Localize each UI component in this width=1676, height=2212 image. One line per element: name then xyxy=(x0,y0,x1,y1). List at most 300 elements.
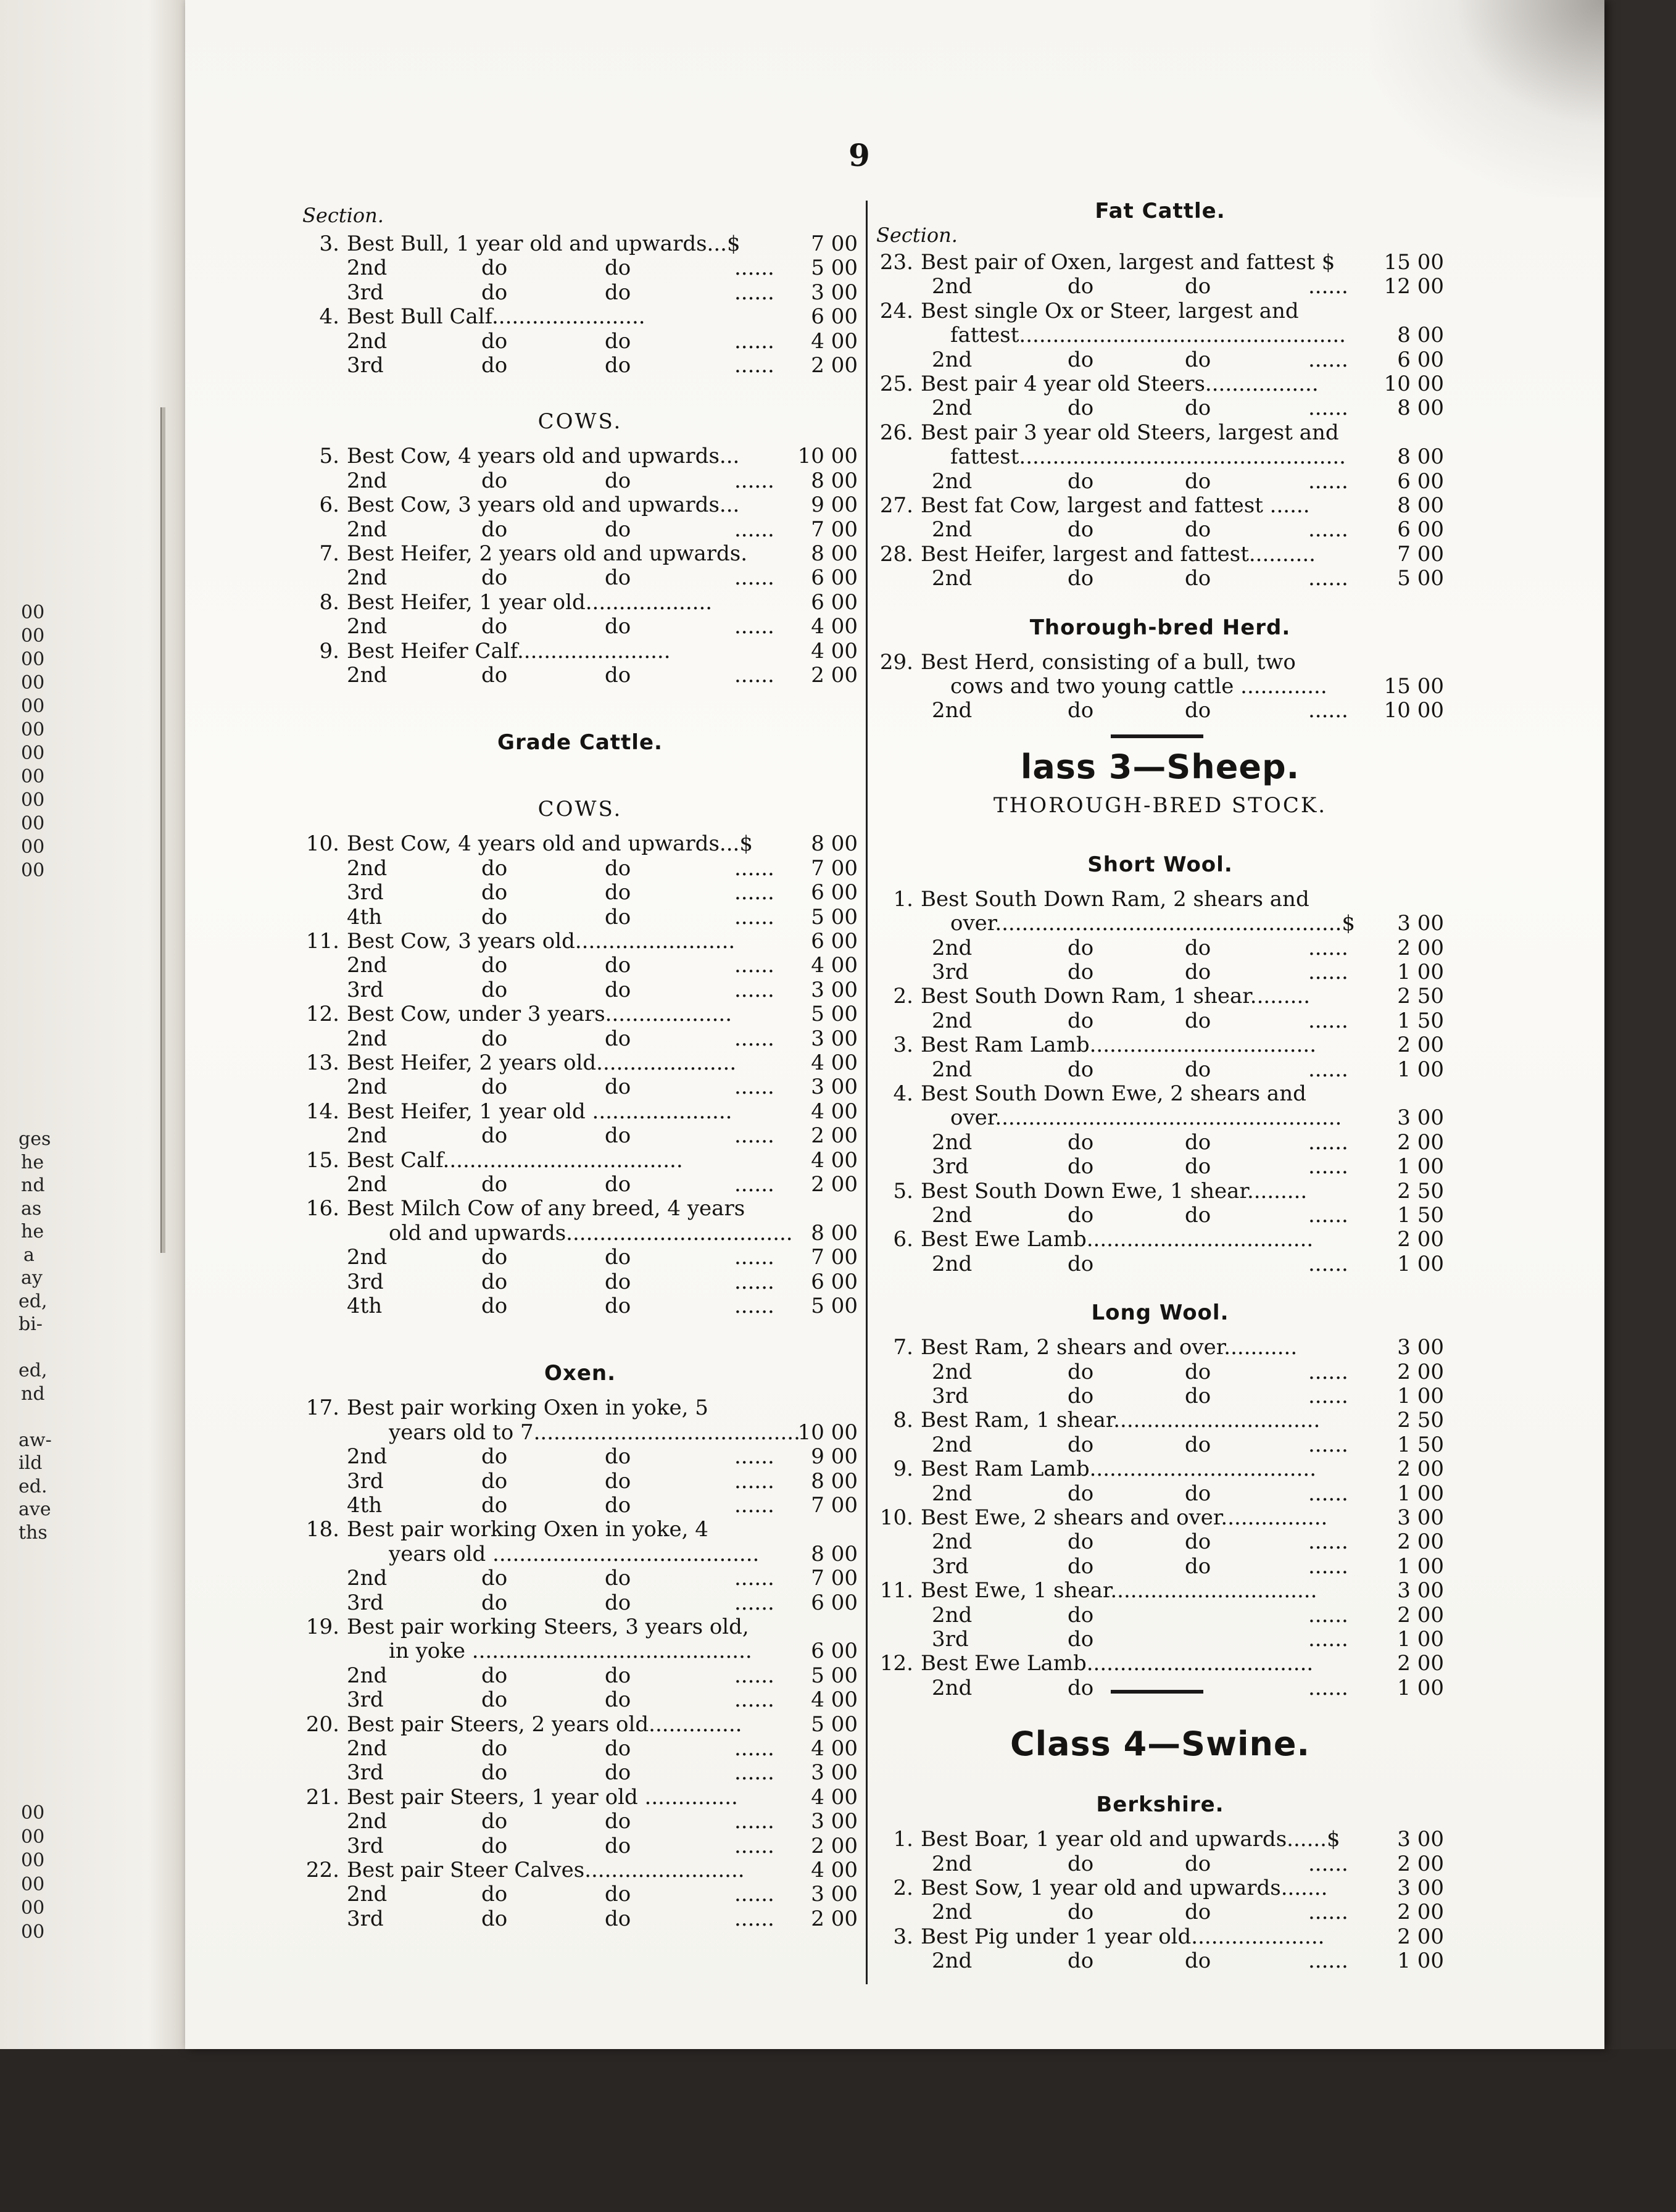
entry-description: Best Ewe, 1 shear............................... xyxy=(921,1578,1317,1603)
prize-amount: 5 00 xyxy=(1397,566,1444,591)
place-label: 2nd xyxy=(932,1432,973,1457)
ditto-mark: do xyxy=(1068,935,1094,960)
prize-amount: 6 00 xyxy=(811,1590,858,1615)
entry-row xyxy=(302,831,858,856)
prize-amount: 2 00 xyxy=(1397,1359,1444,1384)
sub-entry-row xyxy=(302,1760,858,1785)
place-label: 2nd xyxy=(347,1026,388,1051)
sub-entry-row xyxy=(876,911,1444,936)
leader-dots: ...... xyxy=(1308,566,1348,591)
leader-dots: ...... xyxy=(1308,1129,1348,1155)
sub-entry-row xyxy=(302,663,858,688)
place-label: 2nd xyxy=(932,1057,973,1082)
entry-description: Best Heifer, 1 year old................... xyxy=(347,589,713,615)
place-label: 2nd xyxy=(932,1602,973,1628)
entry-row xyxy=(876,1924,1444,1949)
leader-dots: ...... xyxy=(1308,347,1348,372)
sub-entry-row xyxy=(876,1627,1444,1652)
ditto-mark: do xyxy=(481,1687,508,1713)
prize-amount: 1 50 xyxy=(1397,1008,1444,1033)
sub-entry-row xyxy=(876,396,1444,420)
entry-row xyxy=(876,1827,1444,1852)
sub-entry-row xyxy=(876,936,1444,960)
sub-entry-row xyxy=(876,323,1444,347)
entry-description: Best Cow, 4 years old and upwards...$ xyxy=(347,831,753,857)
sub-entry-row xyxy=(876,1252,1444,1276)
entry-number: 9. xyxy=(319,638,339,663)
prize-amount: 3 00 xyxy=(1397,1876,1444,1900)
leader-dots: ...... xyxy=(734,1172,774,1197)
ditto-mark: do xyxy=(1185,468,1211,494)
entry-number: 27. xyxy=(879,493,913,518)
leader-dots: ...... xyxy=(734,1687,774,1713)
ditto-mark: do xyxy=(481,517,508,542)
entry-description: Best pair Steer Calves........................ xyxy=(347,1858,745,1882)
facing-page-text: ges xyxy=(19,1128,51,1150)
entry-description: Best Ram, 1 shear............................... xyxy=(921,1408,1321,1433)
place-label: 2nd xyxy=(347,565,388,591)
prize-amount: 3 00 xyxy=(811,1075,858,1100)
place-label: 3rd xyxy=(347,1590,384,1615)
ditto-mark: do xyxy=(1068,1359,1094,1384)
ditto-mark: do xyxy=(1068,1900,1094,1925)
sub-entry-row xyxy=(876,1676,1444,1700)
ditto-mark: do xyxy=(1068,468,1094,494)
place-label: 2nd xyxy=(347,256,388,281)
ditto-mark: do xyxy=(605,1294,631,1318)
ditto-mark: do xyxy=(1068,1129,1094,1155)
ditto-mark: do xyxy=(1185,1384,1211,1408)
prize-amount: 8 00 xyxy=(1397,323,1444,348)
entry-row xyxy=(876,493,1444,518)
entry-row xyxy=(876,984,1444,1008)
prize-amount: 2 50 xyxy=(1397,984,1444,1009)
prize-amount: 15 00 xyxy=(1384,674,1444,699)
section-label: Section. xyxy=(302,204,384,227)
leader-dots: ...... xyxy=(734,614,774,639)
place-label: 2nd xyxy=(932,517,973,543)
entry-number: 2. xyxy=(893,984,913,1009)
section-rule xyxy=(1111,734,1203,738)
entry-number: 22. xyxy=(305,1858,339,1882)
ditto-mark: do xyxy=(605,328,631,354)
facing-page-text: ed, xyxy=(19,1360,48,1381)
prize-amount: 4 00 xyxy=(811,1687,858,1713)
column-divider xyxy=(866,201,868,1984)
sub-entry-row xyxy=(302,329,858,354)
entry-row xyxy=(876,1033,1444,1057)
ditto-mark: do xyxy=(481,1663,508,1688)
leader-dots: ...... xyxy=(734,280,774,305)
binding-stitch xyxy=(160,407,165,1253)
entry-row xyxy=(876,1227,1444,1252)
prize-amount: 2 00 xyxy=(1397,1129,1444,1155)
prize-amount: 1 00 xyxy=(1397,1251,1444,1276)
prize-amount: 2 00 xyxy=(1397,1924,1444,1949)
sub-entry-row xyxy=(876,1529,1444,1554)
ditto-mark: do xyxy=(605,256,631,281)
entry-description: Best Boar, 1 year old and upwards......$ xyxy=(921,1827,1340,1852)
section-heading: Short Wool. xyxy=(1087,852,1233,877)
ditto-mark: do xyxy=(605,904,631,929)
prize-amount: 1 00 xyxy=(1397,1057,1444,1082)
place-label: 2nd xyxy=(932,1948,973,1974)
entry-description: Best South Down Ewe, 1 shear......... xyxy=(921,1178,1308,1204)
ditto-mark: do xyxy=(605,880,631,905)
sub-entry-row xyxy=(876,1203,1444,1228)
ditto-mark: do xyxy=(1068,1203,1094,1228)
place-label: 3rd xyxy=(932,1384,969,1408)
leader-dots: ...... xyxy=(1308,935,1348,960)
ditto-mark: do xyxy=(1068,1154,1094,1179)
ditto-mark: do xyxy=(481,1882,508,1907)
ditto-mark: do xyxy=(1068,396,1094,421)
entry-description: Best Heifer, largest and fattest.......... xyxy=(921,541,1316,567)
leader-dots: ...... xyxy=(1308,1203,1348,1228)
place-label: 2nd xyxy=(347,1809,388,1834)
prize-amount: 5 00 xyxy=(811,904,858,929)
leader-dots: ...... xyxy=(734,663,774,688)
prize-amount: 5 00 xyxy=(811,1711,858,1737)
entry-row xyxy=(302,1785,858,1810)
entry-number: 17. xyxy=(305,1395,339,1421)
entry-description: Best South Down Ram, 1 shear......... xyxy=(921,984,1311,1009)
leader-dots: ...... xyxy=(734,1760,774,1786)
place-label: 3rd xyxy=(932,1553,969,1579)
place-label: 2nd xyxy=(347,614,388,639)
entry-row xyxy=(876,542,1444,567)
prize-amount: 6 00 xyxy=(811,565,858,591)
sub-entry-row xyxy=(302,1834,858,1858)
ditto-mark: do xyxy=(481,565,508,591)
entry-description: Best Herd, consisting of a bull, two xyxy=(921,649,1296,675)
facing-page-text: ths xyxy=(19,1521,48,1544)
prize-amount: 4 00 xyxy=(811,1736,858,1761)
ditto-mark: do xyxy=(605,1444,631,1470)
prize-amount: 10 00 xyxy=(797,1420,858,1445)
ditto-mark: do xyxy=(481,1172,508,1197)
sub-entry-row xyxy=(302,953,858,978)
ditto-mark: do xyxy=(605,1566,631,1591)
prize-amount: 10 00 xyxy=(797,444,858,469)
place-label: 2nd xyxy=(347,855,388,881)
facing-page-text: aw- xyxy=(19,1429,52,1451)
ditto-mark: do xyxy=(605,1687,631,1713)
entry-row xyxy=(302,1395,858,1420)
sub-entry-row xyxy=(876,444,1444,469)
place-label: 2nd xyxy=(932,396,973,421)
facing-page-text: 00 xyxy=(21,860,45,881)
prize-amount: 4 00 xyxy=(811,1099,858,1124)
entry-number: 24. xyxy=(879,298,913,323)
section-heading: COWS. xyxy=(537,409,623,434)
entry-row xyxy=(876,887,1444,912)
prize-amount: 6 00 xyxy=(811,1639,858,1664)
place-label: 3rd xyxy=(347,1833,384,1858)
prize-amount: 4 00 xyxy=(811,614,858,639)
sub-entry-row xyxy=(302,1906,858,1931)
place-label: 2nd xyxy=(932,468,973,494)
entry-description: Best Cow, 4 years old and upwards... xyxy=(347,444,740,469)
ditto-mark: do xyxy=(605,353,631,378)
entry-row xyxy=(302,304,858,329)
ditto-mark: do xyxy=(1185,960,1211,984)
entry-number: 2. xyxy=(893,1876,913,1900)
ditto-mark: do xyxy=(605,663,631,688)
ditto-mark: do xyxy=(605,468,631,493)
entry-number: 19. xyxy=(305,1615,339,1639)
place-label: 2nd xyxy=(932,935,973,960)
entry-row xyxy=(876,1179,1444,1204)
prize-amount: 4 00 xyxy=(811,953,858,978)
entry-description: Best South Down Ewe, 2 shears and xyxy=(921,1081,1306,1106)
facing-page-text: 00 xyxy=(21,1873,45,1895)
sub-entry-row xyxy=(302,1493,858,1518)
sub-entry-row xyxy=(302,1882,858,1906)
entry-description: Best Heifer, 2 years old and upwards. xyxy=(347,541,748,566)
entry-description: Best Cow, under 3 years................... xyxy=(347,1002,732,1027)
facing-page-text: as xyxy=(21,1197,42,1220)
place-label: 2nd xyxy=(347,663,388,688)
entry-number: 5. xyxy=(319,444,339,469)
leader-dots: ...... xyxy=(1308,1057,1348,1082)
leader-dots: ...... xyxy=(734,855,774,881)
entry-row xyxy=(876,1876,1444,1900)
place-label: 3rd xyxy=(932,960,969,984)
leader-dots: ...... xyxy=(734,1026,774,1051)
ditto-mark: do xyxy=(1068,1481,1094,1506)
sub-entry-row xyxy=(876,1105,1444,1130)
entry-number: 5. xyxy=(893,1178,913,1204)
prize-amount: 15 00 xyxy=(1384,250,1444,275)
section-heading: Oxen. xyxy=(544,1361,616,1386)
prize-amount: 3 00 xyxy=(1397,1335,1444,1360)
ditto-mark: do xyxy=(481,1809,508,1834)
entry-description: Best Ram Lamb.................................. xyxy=(921,1033,1317,1058)
leader-dots: ...... xyxy=(1308,1008,1348,1033)
entry-row xyxy=(876,650,1444,675)
entry-description: Best pair of Oxen, largest and fattest $ xyxy=(921,250,1335,275)
leader-dots: ...... xyxy=(1308,1154,1348,1179)
ditto-mark: do xyxy=(481,328,508,354)
entry-description: Best Calf.................................... xyxy=(347,1147,683,1173)
ditto-mark: do xyxy=(481,280,508,305)
prize-amount: 1 00 xyxy=(1397,1481,1444,1506)
ditto-mark: do xyxy=(605,1026,631,1051)
sub-entry-row xyxy=(876,274,1444,299)
entry-number: 29. xyxy=(879,649,913,675)
sub-entry-row xyxy=(876,1008,1444,1033)
place-label: 3rd xyxy=(932,1154,969,1179)
prize-amount: 7 00 xyxy=(1397,541,1444,567)
leader-dots: ...... xyxy=(734,1269,774,1294)
entry-row xyxy=(876,1651,1444,1676)
leader-dots: ...... xyxy=(734,1663,774,1688)
entry-row xyxy=(302,1517,858,1542)
ditto-mark: do xyxy=(481,1736,508,1761)
sub-entry-row xyxy=(876,1948,1444,1973)
entry-description: Best single Ox or Steer, largest and xyxy=(921,298,1299,323)
entry-number: 4. xyxy=(319,304,339,330)
ditto-mark: do xyxy=(1185,1851,1211,1876)
prize-amount: 10 00 xyxy=(1384,372,1444,396)
leader-dots: ...... xyxy=(1308,1627,1348,1652)
ditto-mark: do xyxy=(481,1566,508,1591)
ditto-mark: do xyxy=(1185,1129,1211,1155)
prize-amount: 4 00 xyxy=(811,1858,858,1882)
prize-amount: 7 00 xyxy=(811,1566,858,1591)
prize-amount: 8 00 xyxy=(1397,444,1444,470)
prize-amount: 3 00 xyxy=(811,1026,858,1051)
place-label: 2nd xyxy=(932,274,973,299)
background-right xyxy=(1604,0,1676,2049)
place-label: 2nd xyxy=(932,1900,973,1925)
facing-page-text: 00 xyxy=(21,1850,45,1871)
place-label: 2nd xyxy=(932,566,973,591)
sub-entry-row xyxy=(302,1809,858,1834)
facing-page-text: ed, xyxy=(19,1290,48,1312)
ditto-mark: do xyxy=(1185,566,1211,591)
ditto-mark: do xyxy=(1185,1359,1211,1384)
entry-number: 6. xyxy=(319,493,339,518)
place-label: 3rd xyxy=(347,1468,384,1494)
ditto-mark: do xyxy=(481,1269,508,1294)
ditto-mark: do xyxy=(1185,396,1211,421)
sub-entry-row xyxy=(876,1603,1444,1628)
entry-number: 4. xyxy=(893,1081,913,1106)
ditto-mark: do xyxy=(481,1833,508,1858)
leader-dots: ...... xyxy=(734,1833,774,1858)
sub-entry-row xyxy=(302,1420,858,1445)
prize-amount: 2 00 xyxy=(1397,1457,1444,1482)
place-label: 3rd xyxy=(347,880,384,905)
leader-dots: ...... xyxy=(1308,1948,1348,1974)
leader-dots: ...... xyxy=(1308,1481,1348,1506)
prize-amount: 1 00 xyxy=(1397,960,1444,984)
sub-entry-row xyxy=(876,698,1444,723)
sub-entry-row xyxy=(876,1900,1444,1924)
background-bottom xyxy=(0,2049,1676,2212)
prize-amount: 6 00 xyxy=(1397,517,1444,543)
section-heading: Class 4—Swine. xyxy=(1010,1724,1311,1764)
entry-description: Best pair 3 year old Steers, largest and xyxy=(921,420,1339,445)
ditto-mark: do xyxy=(1185,1553,1211,1579)
leader-dots: ...... xyxy=(734,468,774,493)
prize-amount: 2 00 xyxy=(1397,1033,1444,1058)
entry-description: Best Heifer, 2 years old..................... xyxy=(347,1050,737,1075)
facing-page-text: 00 xyxy=(21,649,45,670)
prize-amount: 1 00 xyxy=(1397,1948,1444,1974)
entry-number: 23. xyxy=(879,250,913,275)
prize-amount: 3 00 xyxy=(811,280,858,305)
ditto-mark: do xyxy=(605,565,631,591)
sub-entry-row xyxy=(302,565,858,590)
entry-description: Best Bull Calf....................... xyxy=(347,304,645,330)
sub-entry-row xyxy=(302,880,858,905)
sub-entry-row xyxy=(876,517,1444,542)
prize-amount: 3 00 xyxy=(811,977,858,1002)
place-label: 2nd xyxy=(347,517,388,542)
prize-amount: 9 00 xyxy=(811,493,858,518)
sub-entry-row xyxy=(302,1663,858,1688)
sub-entry-row xyxy=(876,1360,1444,1384)
prize-amount: 8 00 xyxy=(1397,396,1444,421)
place-label: 2nd xyxy=(932,347,973,372)
ditto-mark: do xyxy=(605,1906,631,1931)
section-heading: Thorough-bred Herd. xyxy=(1029,615,1291,640)
leader-dots: ...... xyxy=(1308,1675,1348,1700)
entry-number: 15. xyxy=(305,1147,339,1173)
facing-page-text: 00 xyxy=(21,625,45,647)
prize-amount: 6 00 xyxy=(811,304,858,330)
entry-number: 10. xyxy=(305,831,339,857)
prize-amount: 9 00 xyxy=(811,1444,858,1470)
sub-entry-row xyxy=(302,1736,858,1761)
facing-page-text: 00 xyxy=(21,719,45,741)
entry-description: Best Ewe Lamb.................................. xyxy=(921,1651,1314,1676)
entry-number: 1. xyxy=(893,886,913,912)
sub-entry-row xyxy=(876,1057,1444,1082)
facing-page-text: 00 xyxy=(21,602,45,623)
entry-number: 7. xyxy=(319,541,339,566)
sub-entry-row xyxy=(876,347,1444,372)
leader-dots: ...... xyxy=(734,517,774,542)
ditto-mark: do xyxy=(481,256,508,281)
binding-spine xyxy=(0,0,185,2049)
ditto-mark: do xyxy=(1068,960,1094,984)
place-label: 3rd xyxy=(347,1760,384,1786)
sub-entry-row xyxy=(302,1075,858,1099)
facing-page-text: 00 xyxy=(21,742,45,764)
entry-description: Best Milch Cow of any breed, 4 years xyxy=(347,1196,745,1221)
entry-row xyxy=(876,1578,1444,1603)
prize-amount: 2 00 xyxy=(811,1123,858,1149)
facing-page-text: 00 xyxy=(21,672,45,694)
entry-description: Best Cow, 3 years old........................ xyxy=(347,929,736,954)
entry-number: 1. xyxy=(893,1827,913,1852)
prize-amount: 8 00 xyxy=(811,1220,858,1245)
facing-page-text: 00 xyxy=(21,1897,45,1919)
place-label: 2nd xyxy=(932,1008,973,1033)
ditto-mark: do xyxy=(1185,1432,1211,1457)
place-label: 4th xyxy=(347,1294,383,1318)
entry-number: 10. xyxy=(879,1505,913,1530)
entry-number: 14. xyxy=(305,1099,339,1124)
sub-entry-row xyxy=(302,1687,858,1712)
prize-amount: 7 00 xyxy=(811,517,858,542)
leader-dots: ...... xyxy=(734,328,774,354)
place-label: 3rd xyxy=(347,977,384,1002)
prize-amount: 1 00 xyxy=(1397,1154,1444,1179)
facing-page-text: 00 xyxy=(21,813,45,834)
prize-amount: 1 00 xyxy=(1397,1553,1444,1579)
prize-amount: 3 00 xyxy=(811,1760,858,1786)
place-label: 2nd xyxy=(347,1123,388,1149)
ditto-mark: do xyxy=(1068,1948,1094,1974)
prize-amount: 2 00 xyxy=(1397,935,1444,960)
entry-continuation: over.................................................... xyxy=(950,1105,1342,1131)
entry-number: 25. xyxy=(879,372,913,396)
prize-amount: 8 00 xyxy=(811,831,858,857)
ditto-mark: do xyxy=(1185,517,1211,543)
prize-amount: 3 00 xyxy=(1397,1505,1444,1530)
place-label: 3rd xyxy=(932,1627,969,1652)
entry-row xyxy=(302,541,858,566)
ditto-mark: do xyxy=(605,1833,631,1858)
entry-number: 16. xyxy=(305,1196,339,1221)
entry-continuation: over....................................................$ xyxy=(950,911,1355,936)
ditto-mark: do xyxy=(605,1736,631,1761)
